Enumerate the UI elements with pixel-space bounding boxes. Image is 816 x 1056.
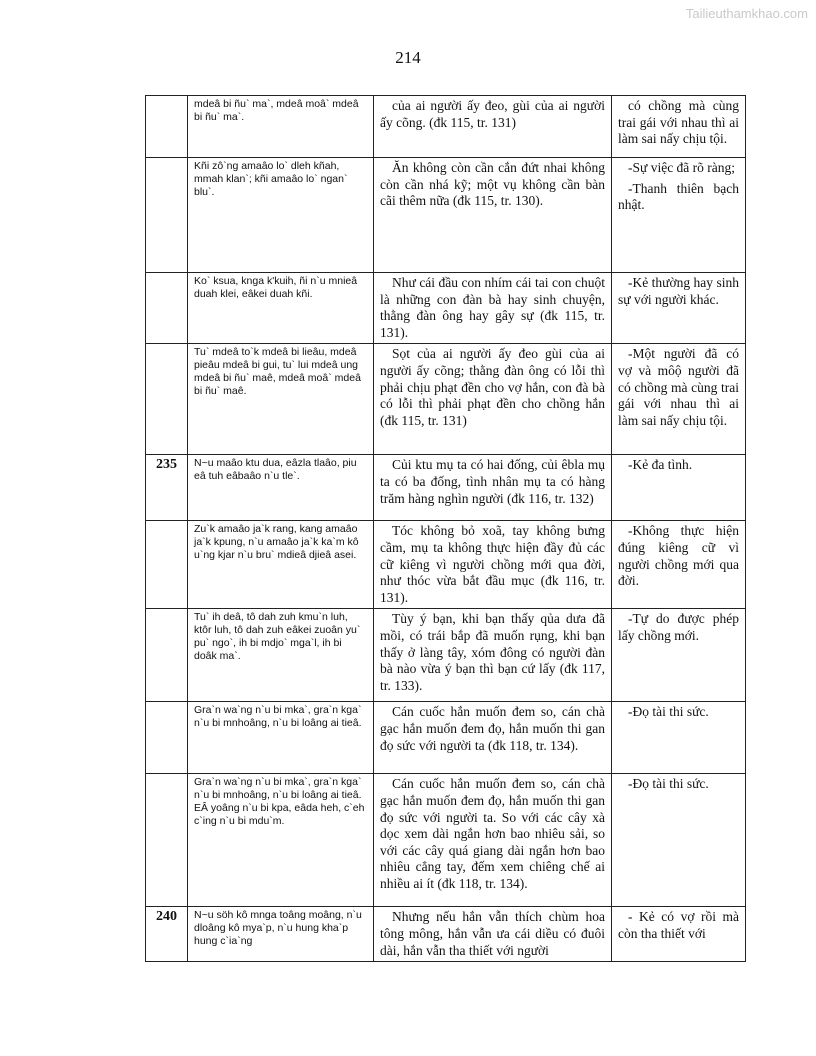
meaning-text — [612, 344, 746, 455]
meaning-line: -Không thực hiện đúng kiêng cữ vì người chồng mới qua đời. — [618, 523, 739, 589]
translation-text — [374, 455, 612, 521]
translation-content: Củi ktu mụ ta có hai đống, củi êbla mụ ta có ba đống, tình nhân mụ ta có hàng trăm hàng nghìn người (đk 116, tr. 132) — [380, 457, 605, 506]
translation-text — [374, 609, 612, 702]
translation-text — [374, 344, 612, 455]
translation-content: của ai người ấy đeo, gùi của ai người ấy cõng. (đk 115, tr. 131) — [380, 98, 605, 130]
watermark: Tailieuthamkhao.com — [685, 6, 808, 21]
entry-number — [146, 158, 188, 273]
translation-content: Tùy ý bạn, khi bạn thấy qủa dưa đã mồi, có trái bắp đã muốn rụng, khi bạn thấy ở làng tây, xóm đông có người đàn bà nào vừa ý bạn thì bạn cứ lấy (đk 117, tr. 133). — [380, 611, 605, 693]
entry-number — [146, 609, 188, 702]
translation-text — [374, 158, 612, 273]
meaning-line: -Đọ tài thi sức. — [628, 776, 709, 792]
translation-content: Ăn không còn cần cắn đứt nhai không còn cần nhá kỹ; một vụ không cần bàn cãi thêm nữa (đk 115, tr. 130). — [380, 160, 605, 209]
meaning-line: -Kẻ đa tình. — [628, 457, 693, 473]
source-text: N~u maâo ktu dua, eâzla tlaâo, piu eâ tuh eâbaâo n`u tle`. — [188, 455, 374, 521]
entry-number — [146, 96, 188, 158]
meaning-line: - Kẻ có vợ rồi mà còn tha thiết với — [618, 909, 739, 941]
meaning-text — [612, 521, 746, 609]
meaning-text — [612, 455, 746, 521]
table-row — [146, 609, 746, 702]
translation-content: Sọt của ai người ấy đeo gùi của ai người ấy cõng; thằng đàn ông có lỗi thì phải chịu phạt đền cho vợ hắn, con đà bà có lỗi thì phải phạt đền cho chồng hắn (đk 115, tr. 131) — [380, 346, 605, 428]
table-row — [146, 96, 746, 158]
entry-number: 235 — [146, 455, 188, 521]
meaning-text — [612, 273, 746, 344]
source-text: Gra`n wa`ng n`u bi mka`, gra`n kga` n`u bi mnhoâng, n`u bi loâng ai tieâ. EÂ yoâng n`u bi kpa, eâda heh, c`eh c`ing n`u bi mdu`m. — [188, 774, 374, 907]
meaning-text — [612, 609, 746, 702]
table-row — [146, 344, 746, 455]
source-text: Ko` ksua, knga k'kuih, ñi n`u mnieâ duah klei, eâkei duah kñi. — [188, 273, 374, 344]
entry-number — [146, 273, 188, 344]
page-number: 214 — [395, 48, 421, 67]
source-text: Kñi zô`ng amaâo lo` dleh kñah, mmah klan`; kñi amaâo lo` ngan` blu`. — [188, 158, 374, 273]
meaning-text — [612, 907, 746, 962]
table-row — [146, 455, 746, 521]
meaning-text — [612, 702, 746, 774]
meaning-line: có chồng mà cùng trai gái với nhau thì ai làm sai nấy chịu tội. — [618, 98, 739, 147]
translation-text — [374, 774, 612, 907]
meaning-text — [612, 96, 746, 158]
table-row — [146, 774, 746, 907]
translation-content: Nhưng nếu hắn vẫn thích chùm hoa tông mông, hắn vẫn ưa cái diều có đuôi dài, hắn vẫn tha thiết với người — [380, 909, 605, 958]
source-text: Tu` ih deâ, tô dah zuh kmu`n luh, ktôr luh, tô dah zuh eâkei zuoân yu` pu` ngo`, ih bi mdjo` mga`l, ih bi doâk ma`. — [188, 609, 374, 702]
translation-content: Tóc không bỏ xoã, tay không bưng cầm, mụ ta không thực hiện đầy đủ các cữ kiêng vì người chồng mới qua đời, như thóc vừa bắt đầu mục (đk 116, tr. 131). — [380, 523, 605, 605]
meaning-line: -Đọ tài thi sức. — [628, 704, 709, 720]
meaning-text — [612, 774, 746, 907]
entry-number: 240 — [146, 907, 188, 962]
meaning-line: -Kẻ thường hay sinh sự với người khác. — [618, 275, 739, 307]
table-row — [146, 158, 746, 273]
entry-number — [146, 344, 188, 455]
table-row — [146, 702, 746, 774]
source-text: Gra`n wa`ng n`u bi mka`, gra`n kga` n`u bi mnhoâng, n`u bi loâng ai tieâ. — [188, 702, 374, 774]
source-text: mdeâ bi ñu` ma`, mdeâ moâ` mdeâ bi ñu` ma`. — [188, 96, 374, 158]
proverb-table — [145, 95, 746, 962]
source-text: Tu` mdeâ to`k mdeâ bi lieâu, mdeâ pieâu mdeâ bi gui, tu` lui mdeâ ung mdeâ bi ñu` maê, mdeâ moâ` mdeâ bi ñu` maê. — [188, 344, 374, 455]
translation-content: Cán cuốc hắn muốn đem so, cán chà gạc hắn muốn đem đọ, hắn muốn thi gan đọ sức với người ta (đk 118, tr. 134). — [380, 704, 605, 753]
translation-content: Như cái đầu con nhím cái tai con chuột là những con đàn bà hay sinh chuyện, thằng đàn ông hay gây sự (đk 115, tr. 131). — [380, 275, 605, 340]
entry-number — [146, 774, 188, 907]
table-row — [146, 907, 746, 962]
meaning-line: -Thanh thiên bạch nhật. — [618, 180, 739, 213]
table-row — [146, 273, 746, 344]
table-row — [146, 521, 746, 609]
meaning-line: -Sự việc đã rõ ràng; — [628, 160, 736, 175]
entry-number — [146, 521, 188, 609]
translation-content: Cán cuốc hắn muốn đem so, cán chà gạc hắn muốn đem đọ, hắn muốn thi gan đọ sức với người ta. So với các cây xà dọc xem dài ngắn hơn bao nhiêu sải, so với các cây quá giang dài ngắn hơn bao nhiêu cẳng tay, đếm xem chiêng chế ai nhiều ai ít (đk 118, tr. 134). — [380, 776, 605, 891]
meaning-line: -Tự do được phép lấy chồng mới. — [618, 611, 739, 643]
translation-text — [374, 521, 612, 609]
translation-text — [374, 273, 612, 344]
meaning-text — [612, 158, 746, 273]
translation-text — [374, 907, 612, 962]
entry-number — [146, 702, 188, 774]
meaning-line: -Một người đã có vợ và môộ người đã có chồng mà cùng trai gái với nhau thì ai làm sai nấy chịu tội. — [618, 346, 739, 428]
translation-text — [374, 96, 612, 158]
translation-text — [374, 702, 612, 774]
source-text: N~u söh kô mnga toâng moâng, n`u dloâng kô mya`p, n`u hung kha`p hung c`ia`ng — [188, 907, 374, 962]
source-text: Zu`k amaâo ja`k rang, kang amaâo ja`k kpung, n`u amaâo ja`k ka`m kô u`ng kjar n`u bru` mdieâ djieâ asei. — [188, 521, 374, 609]
